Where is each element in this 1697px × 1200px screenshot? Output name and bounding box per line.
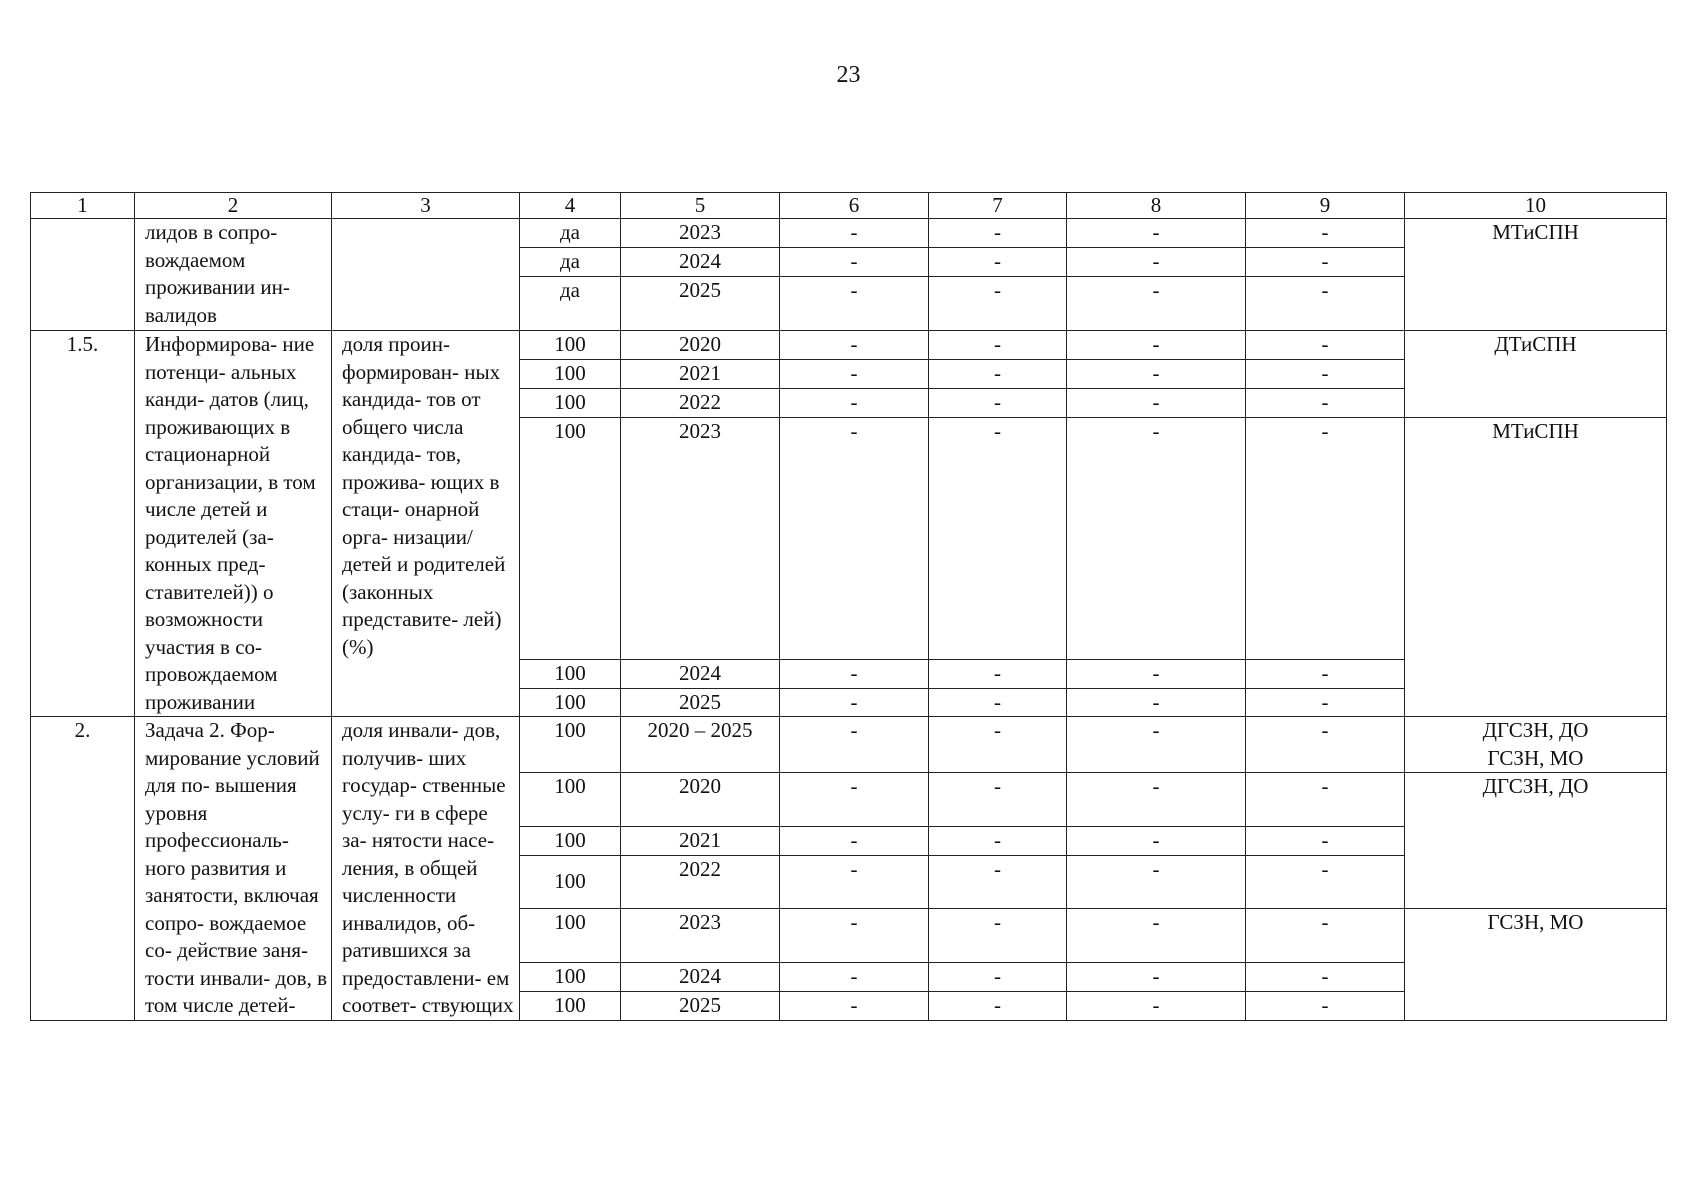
value-cell: - [1067, 248, 1246, 277]
year-cell: 2023 [621, 219, 780, 248]
agency-cell: МТиСПН [1405, 418, 1667, 717]
table-row [31, 331, 1667, 360]
value-cell: - [1246, 360, 1405, 389]
value-cell: - [1246, 219, 1405, 248]
value-cell: - [1067, 717, 1246, 773]
value-cell: 100 [520, 331, 621, 360]
value-cell: - [780, 248, 929, 277]
indicator-description: доля проин- формирован- ных кандида- тов от общего числа кандида- тов, прожива- ющих в стаци- онарной орга- низации/детей и родителей (законных представите- лей) (%) [332, 331, 520, 717]
year-cell: 2025 [621, 277, 780, 331]
page-number: 23 [836, 62, 861, 88]
column-header: 6 [780, 193, 929, 219]
value-cell: - [1246, 827, 1405, 856]
indicator-description [332, 219, 520, 331]
column-header: 2 [135, 193, 332, 219]
value-cell: 100 [520, 389, 621, 418]
value-cell: - [780, 389, 929, 418]
measure-description: Задача 2. Фор- мирование условий для по- вышения уровня профессиональ- ного развития и занятости, включая сопро- вождаемое со- действие заня- тости инвали- дов, в том числе детей- [135, 717, 332, 1021]
value-cell: - [1067, 856, 1246, 909]
value-cell: - [780, 909, 929, 963]
value-cell: - [929, 219, 1067, 248]
value-cell: - [1246, 963, 1405, 992]
indicator-description: доля инвали- дов, получив- ших государ- ственные услу- ги в сфере за- нятости насе- ления, в общей численности инвалидов, об- ратившихся за предоставлени- ем соответ- ствующих [332, 717, 520, 1021]
value-cell: - [1067, 219, 1246, 248]
agency-cell: ДГСЗН, ДО ГСЗН, МО [1405, 717, 1667, 773]
value-cell: - [929, 331, 1067, 360]
value-cell: - [780, 856, 929, 909]
value-cell: 100 [520, 827, 621, 856]
value-cell: - [1067, 992, 1246, 1021]
value-cell: - [1067, 688, 1246, 717]
row-number-cell [31, 219, 135, 331]
value-cell: - [929, 827, 1067, 856]
year-cell: 2024 [621, 248, 780, 277]
value-cell: - [1246, 992, 1405, 1021]
value-cell: - [1067, 963, 1246, 992]
value-cell: - [780, 418, 929, 660]
value-cell: - [780, 659, 929, 688]
value-cell: - [929, 773, 1067, 827]
value-cell: - [1246, 389, 1405, 418]
indicators-table [30, 192, 1667, 1021]
value-cell: - [1067, 360, 1246, 389]
column-header: 8 [1067, 193, 1246, 219]
column-header: 5 [621, 193, 780, 219]
value-cell: - [780, 360, 929, 389]
value-cell: - [780, 277, 929, 331]
value-cell: - [929, 418, 1067, 660]
value-cell: - [929, 909, 1067, 963]
year-cell: 2021 [621, 827, 780, 856]
value-cell: 100 [520, 992, 621, 1021]
value-cell: - [1246, 418, 1405, 660]
year-cell: 2022 [621, 856, 780, 909]
table-row [31, 717, 1667, 773]
value-cell: - [1067, 331, 1246, 360]
value-cell: - [929, 248, 1067, 277]
agency-cell: МТиСПН [1405, 219, 1667, 331]
value-cell: - [1067, 389, 1246, 418]
value-cell: 100 [520, 418, 621, 660]
value-cell: 100 [520, 856, 621, 909]
value-cell: - [1246, 717, 1405, 773]
value-cell: - [780, 688, 929, 717]
agency-cell: ДТиСПН [1405, 331, 1667, 418]
measure-description: лидов в сопро- вождаемом проживании ин- валидов [135, 219, 332, 331]
value-cell: - [1067, 773, 1246, 827]
value-cell: - [929, 659, 1067, 688]
column-header: 3 [332, 193, 520, 219]
value-cell: 100 [520, 659, 621, 688]
value-cell: - [1067, 418, 1246, 660]
row-number-cell: 2. [31, 717, 135, 1021]
value-cell: - [1246, 659, 1405, 688]
agency-cell: ДГСЗН, ДО [1405, 773, 1667, 909]
value-cell: 100 [520, 360, 621, 389]
value-cell: - [1246, 248, 1405, 277]
value-cell: да [520, 277, 621, 331]
value-cell: - [1067, 277, 1246, 331]
value-cell: - [780, 331, 929, 360]
column-header: 10 [1405, 193, 1667, 219]
value-cell: - [929, 963, 1067, 992]
year-cell: 2025 [621, 992, 780, 1021]
year-cell: 2022 [621, 389, 780, 418]
value-cell: - [1246, 688, 1405, 717]
column-header: 1 [31, 193, 135, 219]
value-cell: - [780, 992, 929, 1021]
value-cell: 100 [520, 688, 621, 717]
value-cell: - [1067, 827, 1246, 856]
value-cell: - [1067, 659, 1246, 688]
year-cell: 2020 [621, 773, 780, 827]
column-number-row [31, 193, 1667, 219]
value-cell: - [780, 827, 929, 856]
row-number-cell: 1.5. [31, 331, 135, 717]
value-cell: - [929, 856, 1067, 909]
value-cell: - [1246, 856, 1405, 909]
value-cell: - [780, 219, 929, 248]
year-cell: 2020 – 2025 [621, 717, 780, 773]
value-cell: - [929, 688, 1067, 717]
value-cell: 100 [520, 963, 621, 992]
value-cell: да [520, 248, 621, 277]
year-cell: 2020 [621, 331, 780, 360]
value-cell: - [929, 277, 1067, 331]
year-cell: 2021 [621, 360, 780, 389]
measure-description: Информирова- ние потенци- альных канди- датов (лиц, проживающих в стационарной организации, в том числе детей и родителей (за- конных пред- ставителей)) о возможности участия в со- провождаемом проживании [135, 331, 332, 717]
value-cell: - [929, 992, 1067, 1021]
value-cell: - [780, 717, 929, 773]
value-cell: - [929, 389, 1067, 418]
column-header: 7 [929, 193, 1067, 219]
value-cell: - [929, 360, 1067, 389]
value-cell: - [1246, 331, 1405, 360]
value-cell: - [780, 963, 929, 992]
value-cell: 100 [520, 773, 621, 827]
column-header: 4 [520, 193, 621, 219]
value-cell: - [1246, 277, 1405, 331]
value-cell: - [1067, 909, 1246, 963]
year-cell: 2023 [621, 909, 780, 963]
year-cell: 2024 [621, 659, 780, 688]
agency-cell: ГСЗН, МО [1405, 909, 1667, 1021]
year-cell: 2025 [621, 688, 780, 717]
value-cell: - [780, 773, 929, 827]
value-cell: 100 [520, 717, 621, 773]
value-cell: - [1246, 909, 1405, 963]
table-row [31, 219, 1667, 248]
value-cell: - [929, 717, 1067, 773]
year-cell: 2024 [621, 963, 780, 992]
value-cell: - [1246, 773, 1405, 827]
value-cell: да [520, 219, 621, 248]
column-header: 9 [1246, 193, 1405, 219]
value-cell: 100 [520, 909, 621, 963]
year-cell: 2023 [621, 418, 780, 660]
